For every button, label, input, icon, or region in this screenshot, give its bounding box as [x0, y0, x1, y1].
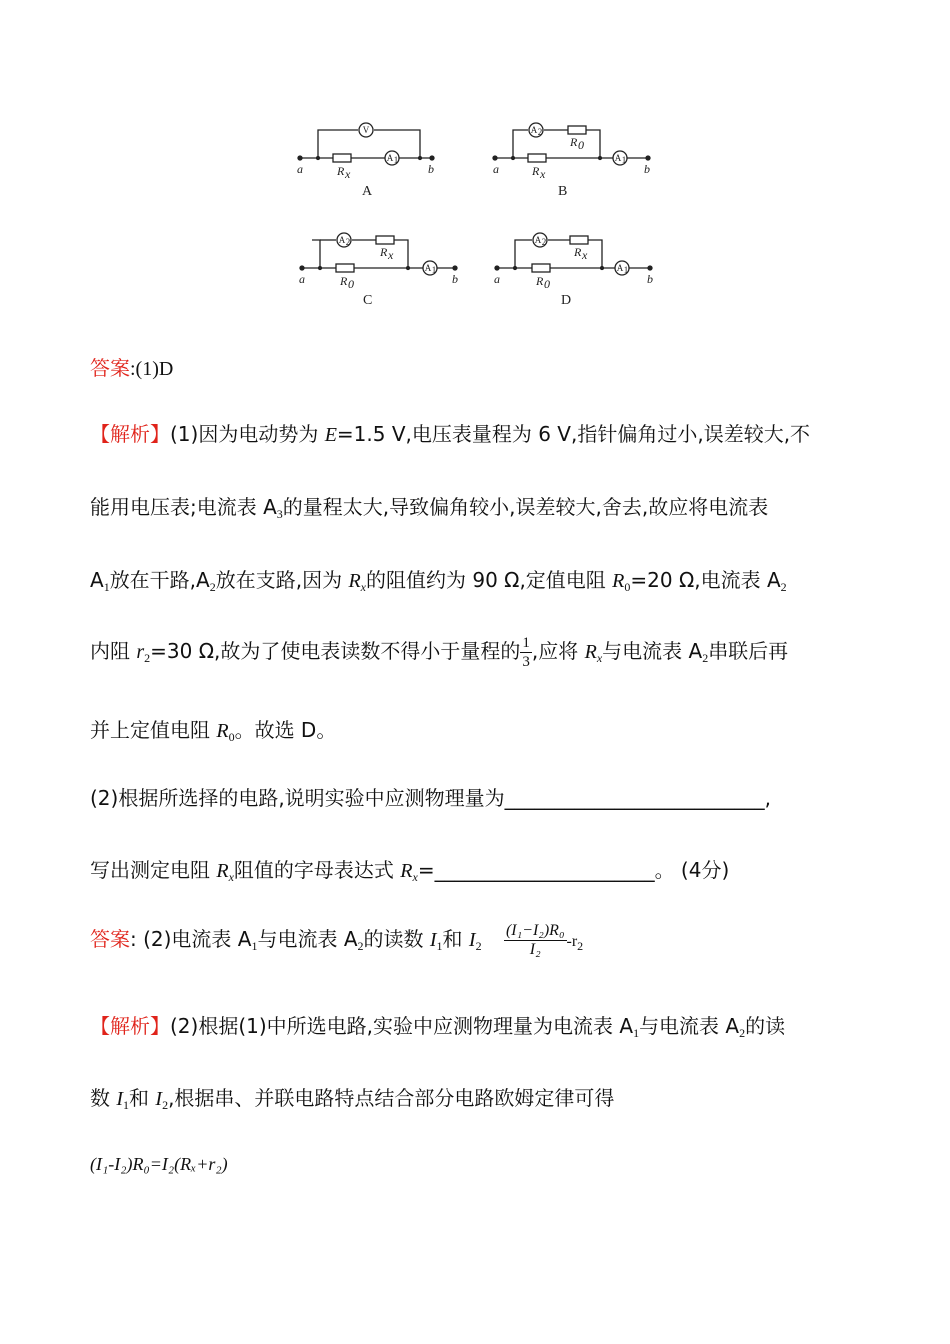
var-i: I: [429, 929, 437, 951]
subscript: 1: [103, 580, 110, 594]
text: A: [90, 568, 104, 592]
terminal-b: b: [428, 162, 434, 176]
var-r: R: [612, 570, 625, 592]
var-r: R: [584, 641, 597, 663]
answer-2: [90, 922, 583, 960]
equation: (I₁-I₂)R₀=I₂(Rₓ+r₂): [90, 1154, 228, 1174]
subscript: 2: [780, 580, 787, 594]
subscript: 0: [624, 580, 631, 594]
text: 能用电压表;电流表 A: [90, 495, 277, 519]
subscript: x: [412, 870, 418, 884]
analysis-2-line-1: [90, 1012, 785, 1047]
numerator: (I₁−I₂)R₀: [505, 922, 565, 939]
caption-a: A: [362, 184, 373, 199]
text: ,应将: [531, 639, 585, 663]
a1-sub: 1: [393, 155, 399, 165]
r0-label: R: [570, 135, 578, 149]
rx-label: R: [337, 164, 345, 178]
subscript: x: [596, 651, 603, 665]
text: 放在支路,因为: [215, 568, 349, 592]
text: 与电流表 A: [639, 1014, 740, 1038]
denominator: I₂: [529, 941, 541, 958]
text: 与电流表 A: [602, 639, 703, 663]
text: 和: [442, 927, 469, 951]
subscript: 2: [739, 1026, 746, 1040]
analysis-tag: 【解析】: [90, 1014, 170, 1038]
analysis-1-line-4: [90, 634, 788, 672]
a2-label: A: [534, 235, 542, 245]
a2-label: A: [338, 235, 346, 245]
terminal-b: b: [644, 162, 650, 176]
subscript: 1: [436, 939, 443, 953]
text: 。故选 D。: [234, 718, 337, 742]
a2-sub: 2: [345, 237, 351, 247]
analysis-2-line-2: [90, 1084, 614, 1119]
analysis-2-equation: [90, 1150, 228, 1179]
subscript: x: [360, 580, 366, 594]
rx-formula-fraction: [504, 922, 567, 959]
subscript: 2: [144, 651, 151, 665]
subscript: 2: [577, 939, 584, 953]
r0-sub: 0: [544, 277, 550, 291]
text: 的读数: [363, 927, 430, 951]
terminal-b: b: [452, 272, 458, 286]
answer-label: 答案: [90, 927, 130, 951]
a1-label: A: [424, 263, 432, 273]
text: 串联后再: [708, 639, 789, 663]
rx-label: R: [380, 245, 388, 259]
var-i: I: [116, 1088, 124, 1110]
subscript: 2: [162, 1098, 169, 1112]
text: (1)因为电动势为: [170, 422, 325, 446]
answer-text: :(1)D: [130, 358, 174, 380]
rx-sub: x: [345, 167, 351, 181]
var-r: R: [216, 860, 229, 882]
terminal-a: a: [297, 162, 303, 176]
a1-label: A: [614, 153, 622, 163]
var-i: I: [468, 929, 476, 951]
analysis-1-line-2: [90, 493, 768, 528]
rx-label: R: [532, 164, 540, 178]
r0-label: R: [340, 274, 348, 288]
a2-label: A: [530, 125, 538, 135]
text: =20 Ω,电流表 A: [630, 568, 781, 592]
terminal-b: b: [647, 272, 653, 286]
text: (2)根据(1)中所选电路,实验中应测物理量为电流表 A: [170, 1014, 634, 1038]
text: 的阻值约为 90 Ω,定值电阻: [366, 568, 613, 592]
fraction-one-third: [520, 634, 532, 671]
terminal-a: a: [493, 162, 499, 176]
rx-label: R: [574, 245, 582, 259]
question-2-line-2: [90, 856, 729, 891]
terminal-a: a: [299, 272, 305, 286]
r0-sub: 0: [578, 138, 584, 152]
subscript: 1: [251, 939, 258, 953]
numerator: 1: [522, 635, 530, 651]
var-r: R: [216, 720, 229, 742]
subscript: 2: [357, 939, 364, 953]
var-e: E: [324, 424, 337, 446]
subscript: 1: [633, 1026, 640, 1040]
text: =1.5 V,电压表量程为 6 V,指针偏角过小,误差较大,不: [336, 422, 811, 446]
text: 放在干路,A: [109, 568, 210, 592]
var-r: R: [400, 860, 413, 882]
var-r: r: [136, 641, 145, 663]
caption-b: B: [558, 184, 568, 199]
answer-label: 答案: [90, 356, 130, 380]
a1-sub: 1: [621, 155, 627, 165]
rx-sub: x: [540, 167, 546, 181]
analysis-1-line-3: [90, 566, 787, 601]
a2-sub: 2: [541, 237, 547, 247]
text: =______________________。 (4分): [417, 858, 730, 882]
text: ,根据串、并联电路特点结合部分电路欧姆定律可得: [168, 1086, 615, 1110]
text: =30 Ω,故为了使电表读数不得小于量程的: [150, 639, 521, 663]
subscript: 1: [123, 1098, 130, 1112]
text: 并上定值电阻: [90, 718, 217, 742]
a1-sub: 1: [623, 265, 629, 275]
text: 与电流表 A: [257, 927, 358, 951]
text: 内阻: [90, 639, 137, 663]
r0-label: R: [536, 274, 544, 288]
text: -r: [566, 933, 578, 950]
a1-sub: 1: [431, 265, 437, 275]
voltmeter-label: V: [362, 125, 370, 135]
rx-sub: x: [582, 248, 588, 262]
analysis-1-line-5: [90, 716, 336, 751]
analysis-tag: 【解析】: [90, 422, 170, 446]
text: 的读: [745, 1014, 786, 1038]
question-text: (2)根据所选择的电路,说明实验中应测物理量为__________________________,: [90, 786, 772, 810]
text: 的量程太大,导致偏角较小,误差较大,舍去,故应将电流表: [282, 495, 769, 519]
subscript: 0: [228, 730, 235, 744]
text: 和: [129, 1086, 156, 1110]
subscript: 2: [475, 939, 482, 953]
text: 阻值的字母表达式: [233, 858, 401, 882]
a2-sub: 2: [537, 127, 543, 137]
subscript: 2: [702, 651, 709, 665]
subscript: x: [228, 870, 234, 884]
caption-c: C: [363, 293, 373, 308]
text: : (2)电流表 A: [130, 927, 252, 951]
circuit-figure: [0, 0, 950, 320]
a1-label: A: [616, 263, 624, 273]
rx-sub: x: [388, 248, 394, 262]
answer-1: [90, 354, 173, 383]
a1-label: A: [386, 153, 394, 163]
caption-d: D: [561, 293, 572, 308]
r0-sub: 0: [348, 277, 354, 291]
subscript: 2: [209, 580, 216, 594]
var-r: R: [348, 570, 361, 592]
text: 写出测定电阻: [90, 858, 217, 882]
analysis-1-line-1: [90, 420, 810, 449]
question-2-line-1: [90, 784, 771, 812]
var-i: I: [155, 1088, 163, 1110]
denominator: 3: [522, 654, 530, 670]
subscript: 3: [276, 507, 283, 521]
text: 数: [90, 1086, 117, 1110]
terminal-a: a: [494, 272, 500, 286]
